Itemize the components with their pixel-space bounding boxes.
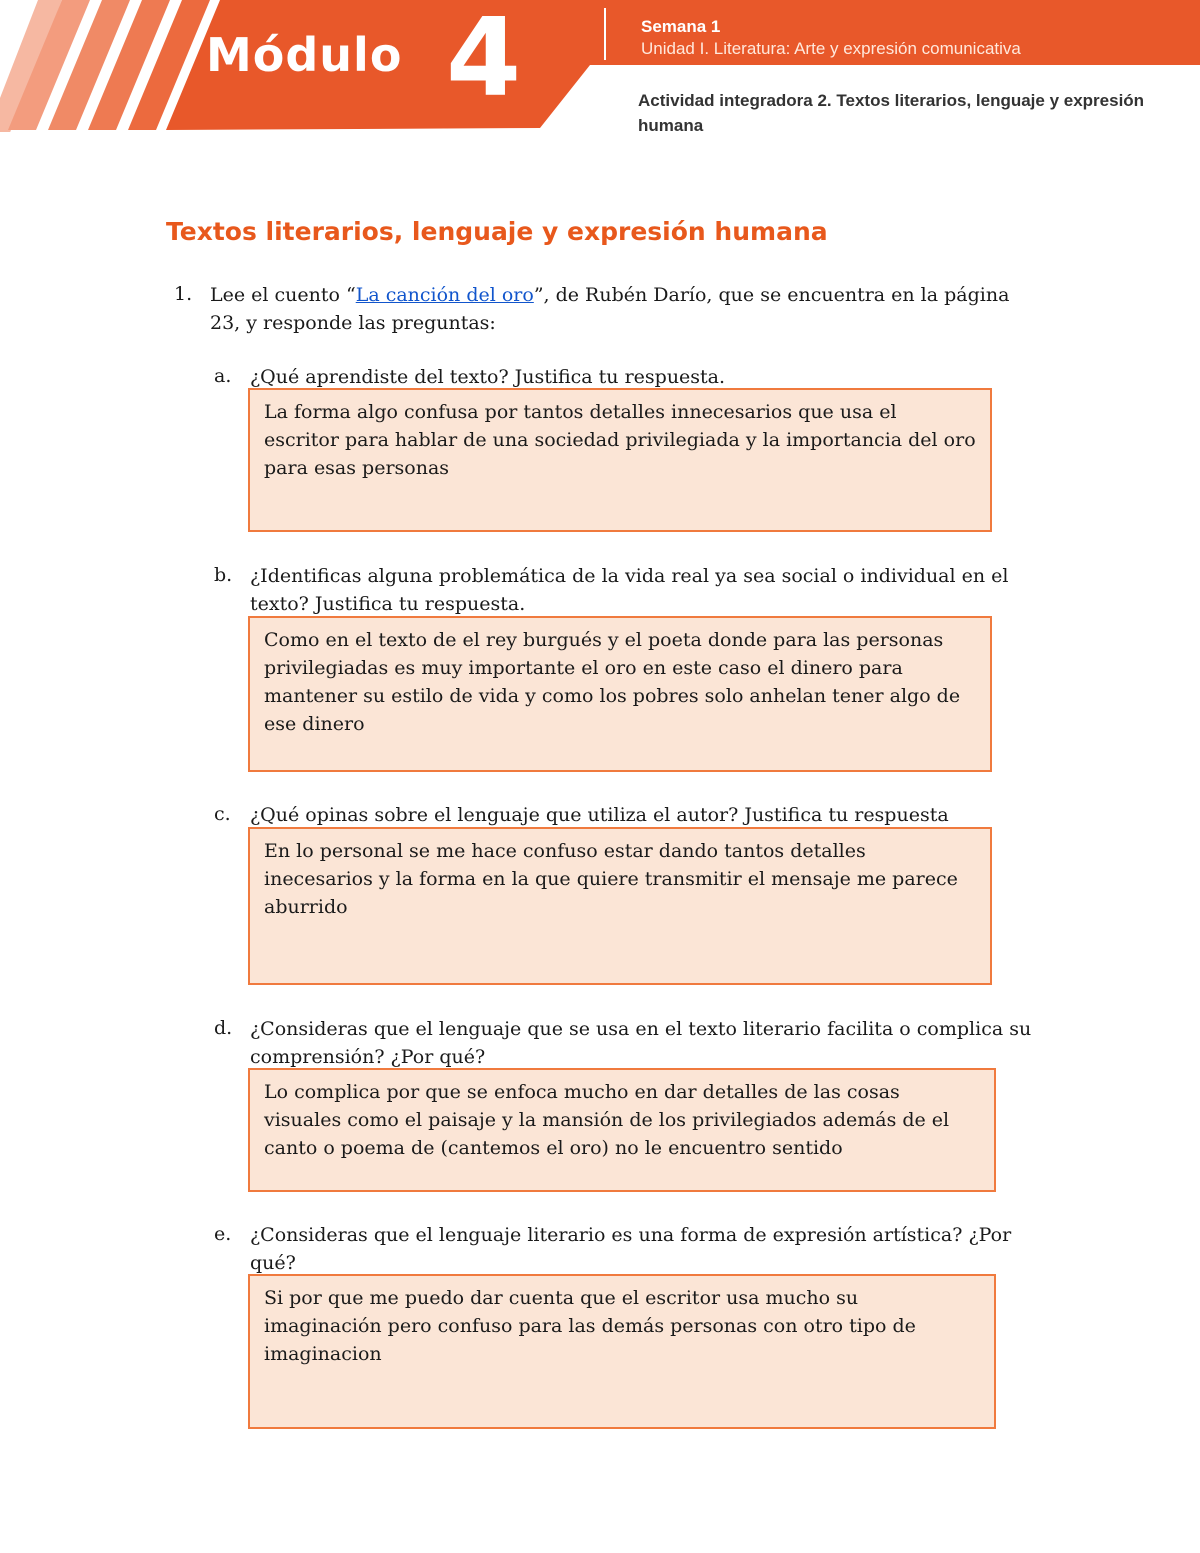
question-text: ¿Qué aprendiste del texto? Justifica tu respuesta. [250, 366, 726, 388]
instruction-number: 1. [174, 283, 193, 305]
answer-box[interactable]: Si por que me puedo dar cuenta que el escritor usa mucho su imaginación pero confuso para las demás personas con otro tipo de imaginacion [248, 1274, 996, 1429]
module-label: Módulo [206, 28, 403, 82]
question-letter: a. [214, 365, 232, 387]
instruction-text-after: ”, de Rubén Darío, que se encuentra en la página 23, y responde las preguntas: [210, 284, 1010, 334]
question-letter: b. [214, 564, 233, 586]
story-link[interactable]: La canción del oro [355, 284, 534, 306]
answer-box[interactable]: Lo complica por que se enfoca mucho en dar detalles de las cosas visuales como el paisaje y la mansión de los privilegiados además de el canto o poema de (cantemos el oro) no le encuentro sentido [248, 1068, 996, 1192]
question-text: ¿Identificas alguna problemática de la vida real ya sea social o individual en el texto? Justifica tu respuesta. [250, 565, 1009, 615]
instruction-text-before: Lee el cuento “ [210, 284, 356, 306]
answer-box[interactable]: En lo personal se me hace confuso estar dando tantos detalles inecesarios y la forma en la que quiere transmitir el mensaje me parece aburrido [248, 827, 992, 985]
question-text: ¿Consideras que el lenguaje que se usa en el texto literario facilita o complica su comprensión? ¿Por qué? [250, 1018, 1032, 1068]
question-letter: d. [214, 1017, 233, 1039]
module-number: 4 [446, 0, 522, 121]
week-label: Semana 1 [641, 17, 721, 36]
answer-box[interactable]: Como en el texto de el rey burgués y el poeta donde para las personas privilegiadas es muy importante el oro en este caso el dinero para mantener su estilo de vida y como los pobres solo anhelan tener algo de ese dinero [248, 616, 992, 772]
header-divider [604, 8, 606, 60]
instruction-text [210, 281, 1040, 337]
answer-box[interactable]: La forma algo confusa por tantos detalles innecesarios que usa el escritor para hablar de una sociedad privilegiada y la importancia del oro para esas personas [248, 388, 992, 532]
question-text: ¿Qué opinas sobre el lenguaje que utiliza el autor? Justifica tu respuesta [250, 804, 949, 826]
question-text: ¿Consideras que el lenguaje literario es una forma de expresión artística? ¿Por qué? [250, 1224, 1012, 1274]
unit-label: Unidad I. Literatura: Arte y expresión comunicativa [641, 39, 1021, 58]
question-letter: e. [214, 1223, 232, 1245]
activity-label: Actividad integradora 2. Textos literarios, lenguaje y expresión humana [638, 91, 1145, 135]
page-title: Textos literarios, lenguaje y expresión humana [166, 217, 828, 246]
question-letter: c. [214, 803, 231, 825]
